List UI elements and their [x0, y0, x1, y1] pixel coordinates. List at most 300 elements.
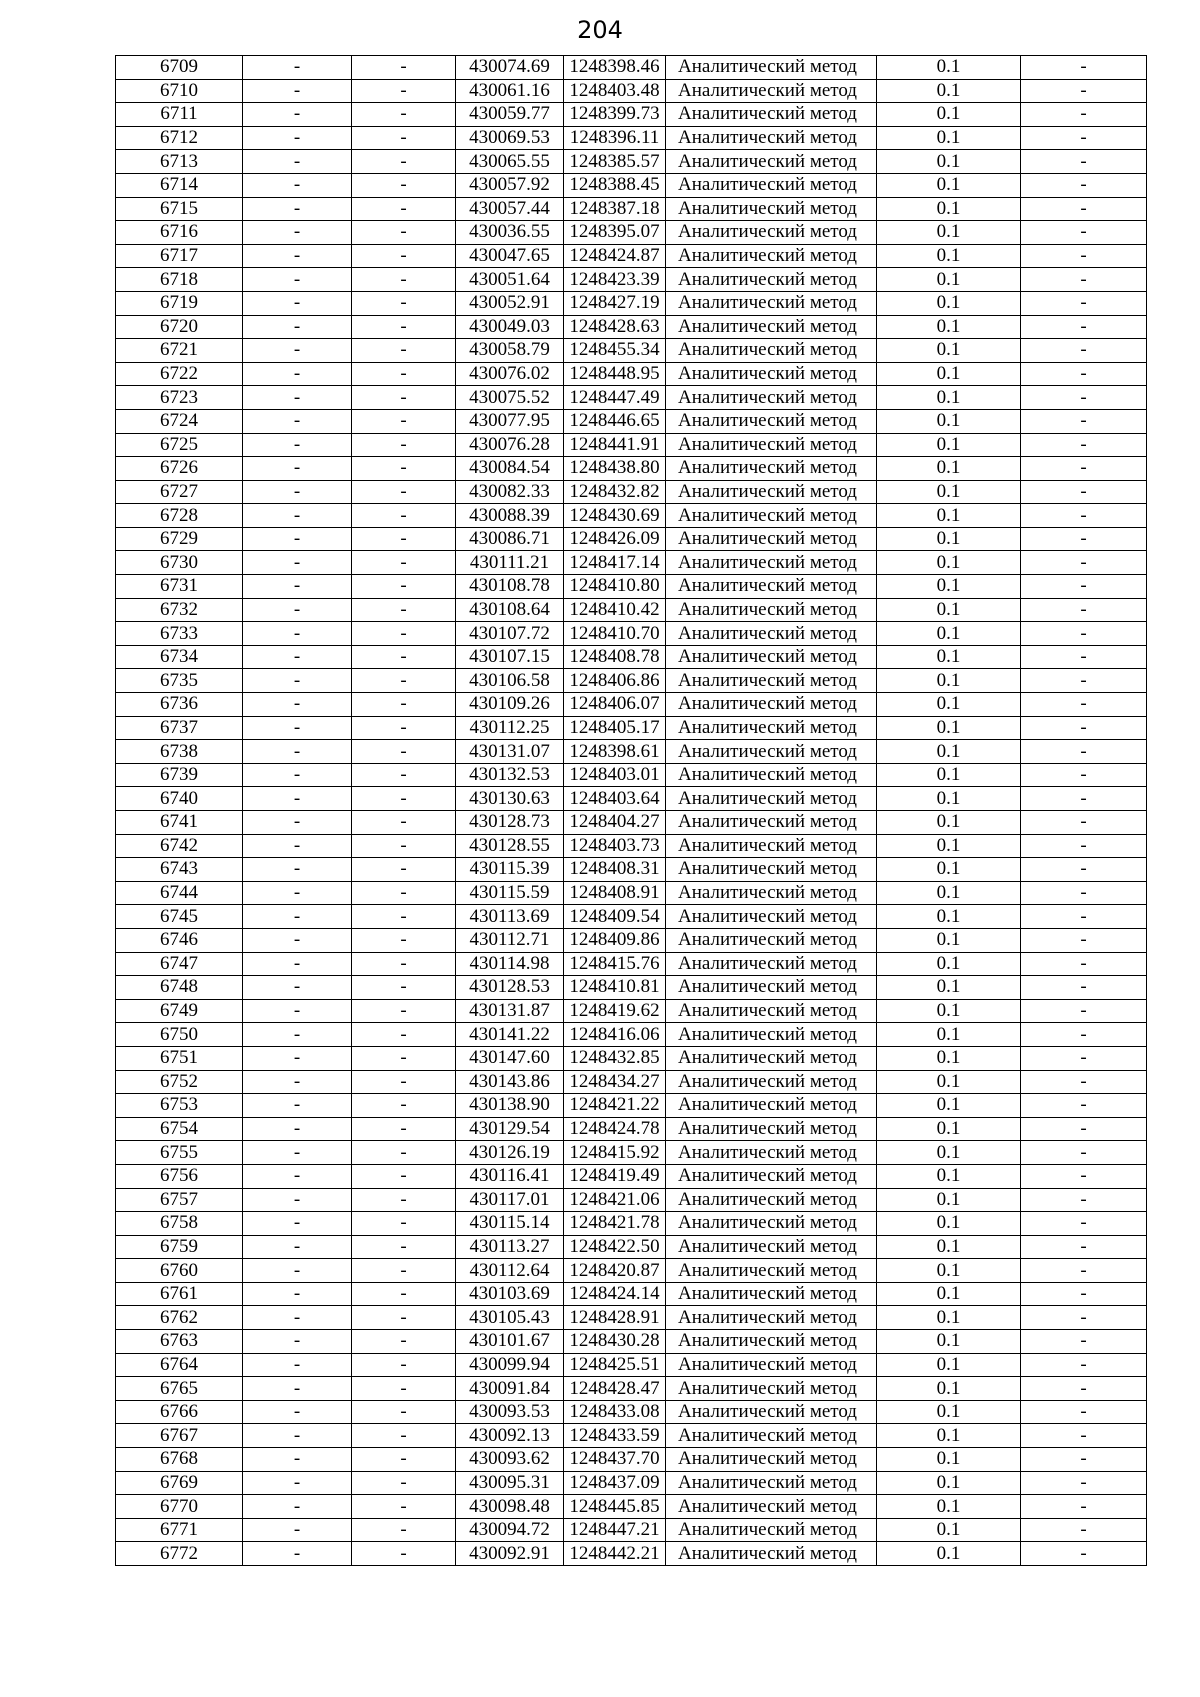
cell-point-number: 6719 [116, 291, 243, 315]
table-row [116, 221, 1147, 245]
cell-col-8: - [1021, 1330, 1147, 1354]
table-row [116, 1448, 1147, 1472]
cell-col-8: - [1021, 1212, 1147, 1236]
cell-point-number: 6718 [116, 268, 243, 292]
cell-col-2: - [243, 716, 352, 740]
cell-x-coordinate: 430114.98 [456, 952, 564, 976]
cell-method: Аналитический метод [666, 1282, 877, 1306]
table-row [116, 952, 1147, 976]
cell-y-coordinate: 1248403.64 [564, 787, 666, 811]
cell-accuracy: 0.1 [877, 622, 1021, 646]
cell-col-2: - [243, 1046, 352, 1070]
cell-point-number: 6747 [116, 952, 243, 976]
cell-point-number: 6727 [116, 480, 243, 504]
cell-col-8: - [1021, 999, 1147, 1023]
cell-accuracy: 0.1 [877, 716, 1021, 740]
cell-method: Аналитический метод [666, 527, 877, 551]
cell-col-2: - [243, 598, 352, 622]
cell-col-8: - [1021, 551, 1147, 575]
cell-col-2: - [243, 905, 352, 929]
cell-col-8: - [1021, 103, 1147, 127]
cell-y-coordinate: 1248398.61 [564, 740, 666, 764]
cell-point-number: 6755 [116, 1141, 243, 1165]
cell-y-coordinate: 1248396.11 [564, 126, 666, 150]
cell-x-coordinate: 430095.31 [456, 1471, 564, 1495]
cell-y-coordinate: 1248426.09 [564, 527, 666, 551]
cell-col-3: - [352, 1495, 456, 1519]
cell-method: Аналитический метод [666, 858, 877, 882]
cell-point-number: 6757 [116, 1188, 243, 1212]
cell-x-coordinate: 430113.69 [456, 905, 564, 929]
cell-point-number: 6726 [116, 457, 243, 481]
cell-method: Аналитический метод [666, 1542, 877, 1566]
cell-col-8: - [1021, 622, 1147, 646]
cell-y-coordinate: 1248399.73 [564, 103, 666, 127]
cell-y-coordinate: 1248415.76 [564, 952, 666, 976]
cell-col-8: - [1021, 79, 1147, 103]
cell-col-3: - [352, 291, 456, 315]
cell-x-coordinate: 430036.55 [456, 221, 564, 245]
cell-col-2: - [243, 339, 352, 363]
cell-method: Аналитический метод [666, 598, 877, 622]
cell-point-number: 6767 [116, 1424, 243, 1448]
cell-accuracy: 0.1 [877, 1377, 1021, 1401]
cell-col-8: - [1021, 244, 1147, 268]
cell-method: Аналитический метод [666, 834, 877, 858]
cell-y-coordinate: 1248403.48 [564, 79, 666, 103]
cell-col-3: - [352, 1542, 456, 1566]
cell-point-number: 6758 [116, 1212, 243, 1236]
cell-method: Аналитический метод [666, 1188, 877, 1212]
cell-x-coordinate: 430111.21 [456, 551, 564, 575]
cell-point-number: 6733 [116, 622, 243, 646]
cell-method: Аналитический метод [666, 1023, 877, 1047]
cell-y-coordinate: 1248424.87 [564, 244, 666, 268]
cell-method: Аналитический метод [666, 1353, 877, 1377]
cell-accuracy: 0.1 [877, 386, 1021, 410]
table-row [116, 1424, 1147, 1448]
cell-col-3: - [352, 56, 456, 80]
cell-col-8: - [1021, 740, 1147, 764]
cell-col-3: - [352, 1094, 456, 1118]
cell-col-2: - [243, 1400, 352, 1424]
cell-col-3: - [352, 1070, 456, 1094]
cell-col-2: - [243, 1164, 352, 1188]
cell-method: Аналитический метод [666, 575, 877, 599]
cell-col-3: - [352, 551, 456, 575]
table-row [116, 1542, 1147, 1566]
cell-col-8: - [1021, 386, 1147, 410]
cell-col-3: - [352, 598, 456, 622]
cell-col-8: - [1021, 716, 1147, 740]
cell-col-8: - [1021, 598, 1147, 622]
cell-method: Аналитический метод [666, 504, 877, 528]
cell-col-8: - [1021, 315, 1147, 339]
table-row [116, 197, 1147, 221]
cell-col-3: - [352, 126, 456, 150]
cell-col-2: - [243, 1023, 352, 1047]
cell-col-2: - [243, 1117, 352, 1141]
cell-col-3: - [352, 763, 456, 787]
cell-accuracy: 0.1 [877, 244, 1021, 268]
cell-col-2: - [243, 1306, 352, 1330]
cell-accuracy: 0.1 [877, 126, 1021, 150]
cell-accuracy: 0.1 [877, 1424, 1021, 1448]
cell-point-number: 6748 [116, 976, 243, 1000]
cell-y-coordinate: 1248428.47 [564, 1377, 666, 1401]
cell-x-coordinate: 430126.19 [456, 1141, 564, 1165]
cell-col-3: - [352, 740, 456, 764]
table-row [116, 1212, 1147, 1236]
cell-col-2: - [243, 1141, 352, 1165]
table-row [116, 504, 1147, 528]
cell-x-coordinate: 430108.78 [456, 575, 564, 599]
cell-accuracy: 0.1 [877, 1070, 1021, 1094]
cell-col-2: - [243, 244, 352, 268]
cell-method: Аналитический метод [666, 362, 877, 386]
cell-point-number: 6740 [116, 787, 243, 811]
cell-x-coordinate: 430141.22 [456, 1023, 564, 1047]
table-row [116, 1377, 1147, 1401]
cell-y-coordinate: 1248387.18 [564, 197, 666, 221]
cell-point-number: 6754 [116, 1117, 243, 1141]
cell-accuracy: 0.1 [877, 905, 1021, 929]
cell-col-3: - [352, 386, 456, 410]
cell-y-coordinate: 1248448.95 [564, 362, 666, 386]
cell-method: Аналитический метод [666, 881, 877, 905]
cell-accuracy: 0.1 [877, 197, 1021, 221]
cell-col-8: - [1021, 527, 1147, 551]
cell-x-coordinate: 430094.72 [456, 1518, 564, 1542]
cell-x-coordinate: 430115.39 [456, 858, 564, 882]
cell-x-coordinate: 430088.39 [456, 504, 564, 528]
cell-y-coordinate: 1248422.50 [564, 1235, 666, 1259]
cell-x-coordinate: 430051.64 [456, 268, 564, 292]
cell-x-coordinate: 430109.26 [456, 693, 564, 717]
cell-accuracy: 0.1 [877, 1400, 1021, 1424]
cell-col-3: - [352, 1141, 456, 1165]
cell-col-3: - [352, 669, 456, 693]
cell-col-2: - [243, 952, 352, 976]
cell-method: Аналитический метод [666, 693, 877, 717]
cell-col-3: - [352, 1424, 456, 1448]
cell-col-2: - [243, 268, 352, 292]
table-row [116, 622, 1147, 646]
cell-point-number: 6756 [116, 1164, 243, 1188]
cell-y-coordinate: 1248421.22 [564, 1094, 666, 1118]
cell-point-number: 6739 [116, 763, 243, 787]
cell-y-coordinate: 1248398.46 [564, 56, 666, 80]
cell-col-8: - [1021, 575, 1147, 599]
cell-col-3: - [352, 645, 456, 669]
cell-col-2: - [243, 103, 352, 127]
cell-point-number: 6730 [116, 551, 243, 575]
cell-point-number: 6736 [116, 693, 243, 717]
cell-x-coordinate: 430101.67 [456, 1330, 564, 1354]
cell-method: Аналитический метод [666, 268, 877, 292]
table-row [116, 645, 1147, 669]
cell-accuracy: 0.1 [877, 1330, 1021, 1354]
cell-col-3: - [352, 834, 456, 858]
cell-point-number: 6725 [116, 433, 243, 457]
cell-col-8: - [1021, 1023, 1147, 1047]
cell-col-8: - [1021, 1235, 1147, 1259]
cell-col-3: - [352, 1448, 456, 1472]
table-row [116, 811, 1147, 835]
table-row [116, 1070, 1147, 1094]
table-row [116, 669, 1147, 693]
cell-col-8: - [1021, 433, 1147, 457]
cell-col-3: - [352, 976, 456, 1000]
cell-accuracy: 0.1 [877, 1542, 1021, 1566]
cell-col-8: - [1021, 881, 1147, 905]
cell-col-3: - [352, 1023, 456, 1047]
cell-col-3: - [352, 881, 456, 905]
cell-x-coordinate: 430138.90 [456, 1094, 564, 1118]
cell-accuracy: 0.1 [877, 315, 1021, 339]
table-row [116, 1330, 1147, 1354]
table-row [116, 457, 1147, 481]
table-row [116, 1141, 1147, 1165]
cell-x-coordinate: 430098.48 [456, 1495, 564, 1519]
cell-x-coordinate: 430099.94 [456, 1353, 564, 1377]
cell-col-8: - [1021, 1306, 1147, 1330]
cell-col-8: - [1021, 1495, 1147, 1519]
cell-x-coordinate: 430093.62 [456, 1448, 564, 1472]
cell-col-2: - [243, 1094, 352, 1118]
cell-point-number: 6750 [116, 1023, 243, 1047]
cell-accuracy: 0.1 [877, 1282, 1021, 1306]
cell-col-8: - [1021, 126, 1147, 150]
cell-y-coordinate: 1248437.09 [564, 1471, 666, 1495]
cell-col-3: - [352, 1353, 456, 1377]
cell-point-number: 6710 [116, 79, 243, 103]
cell-col-8: - [1021, 669, 1147, 693]
cell-col-3: - [352, 527, 456, 551]
cell-point-number: 6715 [116, 197, 243, 221]
cell-col-8: - [1021, 339, 1147, 363]
cell-col-2: - [243, 362, 352, 386]
cell-method: Аналитический метод [666, 1117, 877, 1141]
cell-accuracy: 0.1 [877, 1188, 1021, 1212]
table-row [116, 1188, 1147, 1212]
cell-method: Аналитический метод [666, 480, 877, 504]
cell-method: Аналитический метод [666, 1377, 877, 1401]
cell-accuracy: 0.1 [877, 693, 1021, 717]
cell-x-coordinate: 430130.63 [456, 787, 564, 811]
cell-point-number: 6768 [116, 1448, 243, 1472]
cell-x-coordinate: 430143.86 [456, 1070, 564, 1094]
cell-point-number: 6771 [116, 1518, 243, 1542]
cell-x-coordinate: 430113.27 [456, 1235, 564, 1259]
cell-accuracy: 0.1 [877, 291, 1021, 315]
cell-y-coordinate: 1248408.91 [564, 881, 666, 905]
cell-point-number: 6765 [116, 1377, 243, 1401]
cell-accuracy: 0.1 [877, 527, 1021, 551]
cell-y-coordinate: 1248409.54 [564, 905, 666, 929]
cell-point-number: 6716 [116, 221, 243, 245]
page-number: 204 [577, 16, 623, 44]
cell-accuracy: 0.1 [877, 763, 1021, 787]
cell-y-coordinate: 1248415.92 [564, 1141, 666, 1165]
cell-method: Аналитический метод [666, 1259, 877, 1283]
cell-point-number: 6746 [116, 928, 243, 952]
cell-x-coordinate: 430132.53 [456, 763, 564, 787]
cell-col-8: - [1021, 1377, 1147, 1401]
cell-accuracy: 0.1 [877, 811, 1021, 835]
cell-y-coordinate: 1248410.42 [564, 598, 666, 622]
cell-col-2: - [243, 126, 352, 150]
cell-y-coordinate: 1248430.69 [564, 504, 666, 528]
cell-method: Аналитический метод [666, 905, 877, 929]
cell-accuracy: 0.1 [877, 1471, 1021, 1495]
cell-col-2: - [243, 787, 352, 811]
cell-col-2: - [243, 409, 352, 433]
cell-point-number: 6762 [116, 1306, 243, 1330]
cell-y-coordinate: 1248423.39 [564, 268, 666, 292]
cell-col-2: - [243, 575, 352, 599]
table-row [116, 763, 1147, 787]
cell-accuracy: 0.1 [877, 881, 1021, 905]
cell-x-coordinate: 430065.55 [456, 150, 564, 174]
table-row [116, 386, 1147, 410]
cell-col-2: - [243, 1471, 352, 1495]
cell-col-8: - [1021, 173, 1147, 197]
cell-col-8: - [1021, 457, 1147, 481]
cell-method: Аналитический метод [666, 1094, 877, 1118]
cell-col-2: - [243, 150, 352, 174]
cell-accuracy: 0.1 [877, 1046, 1021, 1070]
cell-method: Аналитический метод [666, 928, 877, 952]
cell-col-8: - [1021, 1542, 1147, 1566]
cell-col-3: - [352, 1117, 456, 1141]
cell-col-8: - [1021, 976, 1147, 1000]
cell-x-coordinate: 430049.03 [456, 315, 564, 339]
cell-point-number: 6724 [116, 409, 243, 433]
cell-accuracy: 0.1 [877, 976, 1021, 1000]
cell-col-3: - [352, 173, 456, 197]
table-row [116, 1046, 1147, 1070]
table-row [116, 834, 1147, 858]
table-row [116, 1164, 1147, 1188]
cell-col-2: - [243, 504, 352, 528]
cell-col-3: - [352, 1330, 456, 1354]
cell-method: Аналитический метод [666, 763, 877, 787]
cell-y-coordinate: 1248406.86 [564, 669, 666, 693]
cell-accuracy: 0.1 [877, 551, 1021, 575]
table-row [116, 173, 1147, 197]
cell-col-2: - [243, 1353, 352, 1377]
cell-col-8: - [1021, 858, 1147, 882]
cell-col-3: - [352, 811, 456, 835]
cell-y-coordinate: 1248427.19 [564, 291, 666, 315]
cell-accuracy: 0.1 [877, 1094, 1021, 1118]
cell-accuracy: 0.1 [877, 834, 1021, 858]
table-row [116, 1353, 1147, 1377]
cell-col-3: - [352, 787, 456, 811]
table-row [116, 1094, 1147, 1118]
cell-col-3: - [352, 999, 456, 1023]
cell-x-coordinate: 430059.77 [456, 103, 564, 127]
table-row [116, 905, 1147, 929]
cell-col-2: - [243, 221, 352, 245]
cell-x-coordinate: 430076.02 [456, 362, 564, 386]
cell-col-8: - [1021, 787, 1147, 811]
cell-col-8: - [1021, 1164, 1147, 1188]
cell-col-3: - [352, 150, 456, 174]
cell-point-number: 6722 [116, 362, 243, 386]
cell-point-number: 6721 [116, 339, 243, 363]
cell-point-number: 6761 [116, 1282, 243, 1306]
cell-col-2: - [243, 1518, 352, 1542]
cell-y-coordinate: 1248430.28 [564, 1330, 666, 1354]
cell-point-number: 6723 [116, 386, 243, 410]
cell-method: Аналитический метод [666, 409, 877, 433]
cell-x-coordinate: 430112.71 [456, 928, 564, 952]
cell-col-2: - [243, 693, 352, 717]
cell-col-2: - [243, 834, 352, 858]
cell-accuracy: 0.1 [877, 1212, 1021, 1236]
cell-y-coordinate: 1248434.27 [564, 1070, 666, 1094]
cell-method: Аналитический метод [666, 173, 877, 197]
cell-col-8: - [1021, 1424, 1147, 1448]
cell-y-coordinate: 1248445.85 [564, 1495, 666, 1519]
cell-method: Аналитический метод [666, 339, 877, 363]
cell-method: Аналитический метод [666, 1235, 877, 1259]
cell-col-3: - [352, 575, 456, 599]
cell-accuracy: 0.1 [877, 669, 1021, 693]
cell-col-2: - [243, 999, 352, 1023]
cell-y-coordinate: 1248388.45 [564, 173, 666, 197]
cell-method: Аналитический метод [666, 1518, 877, 1542]
cell-x-coordinate: 430076.28 [456, 433, 564, 457]
cell-accuracy: 0.1 [877, 598, 1021, 622]
table-row [116, 433, 1147, 457]
cell-accuracy: 0.1 [877, 480, 1021, 504]
cell-point-number: 6764 [116, 1353, 243, 1377]
table-row [116, 1282, 1147, 1306]
table-row [116, 150, 1147, 174]
cell-method: Аналитический метод [666, 1141, 877, 1165]
cell-col-3: - [352, 1235, 456, 1259]
cell-y-coordinate: 1248447.21 [564, 1518, 666, 1542]
cell-y-coordinate: 1248410.80 [564, 575, 666, 599]
cell-x-coordinate: 430105.43 [456, 1306, 564, 1330]
table-row [116, 315, 1147, 339]
cell-accuracy: 0.1 [877, 999, 1021, 1023]
cell-x-coordinate: 430116.41 [456, 1164, 564, 1188]
cell-col-2: - [243, 1282, 352, 1306]
cell-point-number: 6741 [116, 811, 243, 835]
cell-x-coordinate: 430131.87 [456, 999, 564, 1023]
cell-accuracy: 0.1 [877, 645, 1021, 669]
cell-x-coordinate: 430107.15 [456, 645, 564, 669]
cell-x-coordinate: 430112.25 [456, 716, 564, 740]
cell-col-2: - [243, 622, 352, 646]
cell-x-coordinate: 430052.91 [456, 291, 564, 315]
cell-accuracy: 0.1 [877, 1495, 1021, 1519]
cell-y-coordinate: 1248408.31 [564, 858, 666, 882]
table-row [116, 858, 1147, 882]
cell-method: Аналитический метод [666, 1070, 877, 1094]
cell-point-number: 6763 [116, 1330, 243, 1354]
cell-col-2: - [243, 1070, 352, 1094]
cell-y-coordinate: 1248405.17 [564, 716, 666, 740]
cell-point-number: 6743 [116, 858, 243, 882]
cell-x-coordinate: 430131.07 [456, 740, 564, 764]
cell-col-2: - [243, 740, 352, 764]
cell-col-3: - [352, 1046, 456, 1070]
